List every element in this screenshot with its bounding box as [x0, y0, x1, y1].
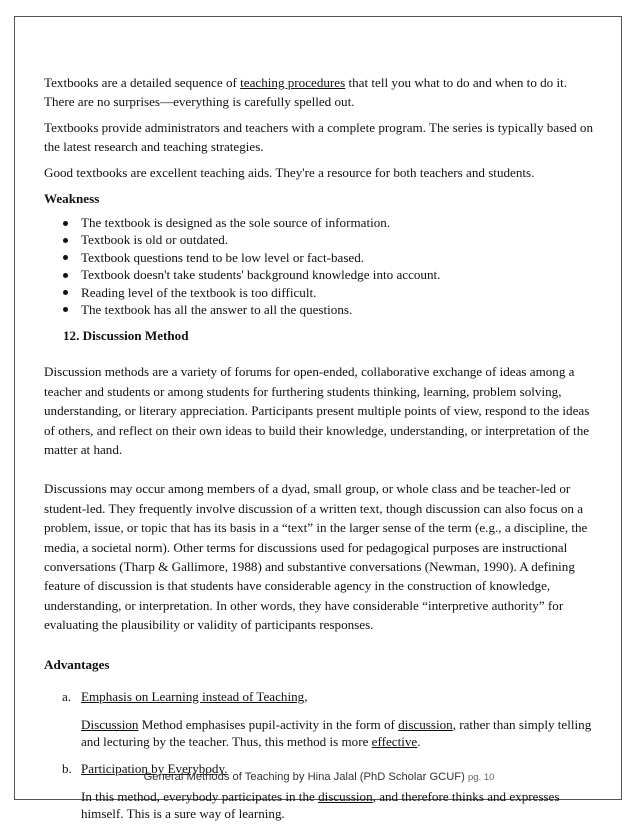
list-item: Textbook questions tend to be low level or fact-based. — [44, 249, 600, 266]
text-run: In this method, everybody participates in the — [81, 788, 319, 804]
list-item: Textbook doesn't take students' background knowledge into account. — [44, 266, 600, 283]
advantages-heading: Advantages — [44, 656, 110, 672]
list-item: Textbook is old or outdated. — [44, 231, 600, 248]
advantage-heading-link[interactable]: Emphasis on Learning instead of Teaching, — [81, 688, 308, 704]
list-marker: a. — [62, 688, 72, 704]
list-marker: b. — [62, 760, 72, 776]
page-number: pg. 10 — [467, 772, 495, 783]
advantage-text-b — [44, 788, 600, 823]
discussion-link[interactable]: discussion — [318, 788, 373, 804]
list-item: Reading level of the textbook is too difficult. — [44, 284, 600, 301]
advantage-text-a — [44, 716, 600, 751]
intro-paragraph-2: Textbooks provide administrators and teachers with a complete program. The series is typically based on the latest research and teaching strategies. — [44, 120, 593, 154]
list-item: The textbook is designed as the sole source of information. — [44, 214, 600, 231]
text-run: Method emphasises pupil-activity in the form of — [138, 716, 399, 732]
discussion-link[interactable]: discussion — [398, 716, 453, 732]
weakness-list — [44, 214, 600, 318]
discussion-link[interactable]: Discussion — [81, 716, 139, 732]
section-heading: 12. Discussion Method — [63, 328, 189, 344]
weakness-heading: Weakness — [44, 191, 100, 206]
intro-paragraph-3: Good textbooks are excellent teaching aids. They're a resource for both teachers and students. — [44, 165, 535, 180]
intro-paragraph-1 — [44, 73, 600, 111]
advantage-item-a — [44, 687, 600, 706]
text-run: , and therefore thinks and expresses himself. This is a sure way of learning. — [81, 788, 560, 822]
body-paragraph-1: Discussion methods are a variety of forums for open-ended, collaborative exchange of ideas among a teacher and students or among students for furthering students thinking, learning, problem solving, understanding, or literary appreciation. Participants present multiple points of view, respond to the ideas of others, and reflect on their own ideas to build their knowledge, understanding, or interpretation of the matter at hand. — [44, 364, 590, 457]
document-content — [44, 73, 600, 831]
text-run: Textbooks are a detailed sequence of — [44, 75, 241, 90]
effective-link[interactable]: effective — [371, 734, 418, 750]
page-footer — [0, 771, 638, 783]
footer-text: General Methods of Teaching by Hina Jalal (PhD Scholar GCUF) — [143, 771, 465, 783]
advantage-heading-link[interactable]: Participation by Everybody. — [81, 760, 228, 776]
body-paragraph-2: Discussions may occur among members of a dyad, small group, or whole class and be teacher-led or student-led. They frequently involve discussion of a written text, though discussion can also focus on a problem, issue, or topic that has its basis in a “text” in the larger sense of the term (e.g., a discipline, the media, a societal norm). Other terms for discussions used for pedagogical purposes are instructional conversations (Tharp & Gallimore, 1988) and substantive conversations (Newman, 1990). A defining feature of discussion is that students have considerable agency in the construction of knowledge, understanding, or interpretation. In other words, they have considerable “interpretive authority” for evaluating the plausibility or validity of participants responses. — [44, 481, 588, 633]
text-run: , rather than simply telling and lecturing by the teacher. Thus, this method is more — [81, 716, 592, 750]
teaching-procedures-link[interactable]: teaching procedures — [240, 75, 346, 90]
text-run: . — [417, 734, 421, 750]
text-run: that tell you what to do and when to do it. There are no surprises—everything is carefully spelled out. — [44, 75, 568, 109]
list-item: The textbook has all the answer to all the questions. — [44, 301, 600, 318]
